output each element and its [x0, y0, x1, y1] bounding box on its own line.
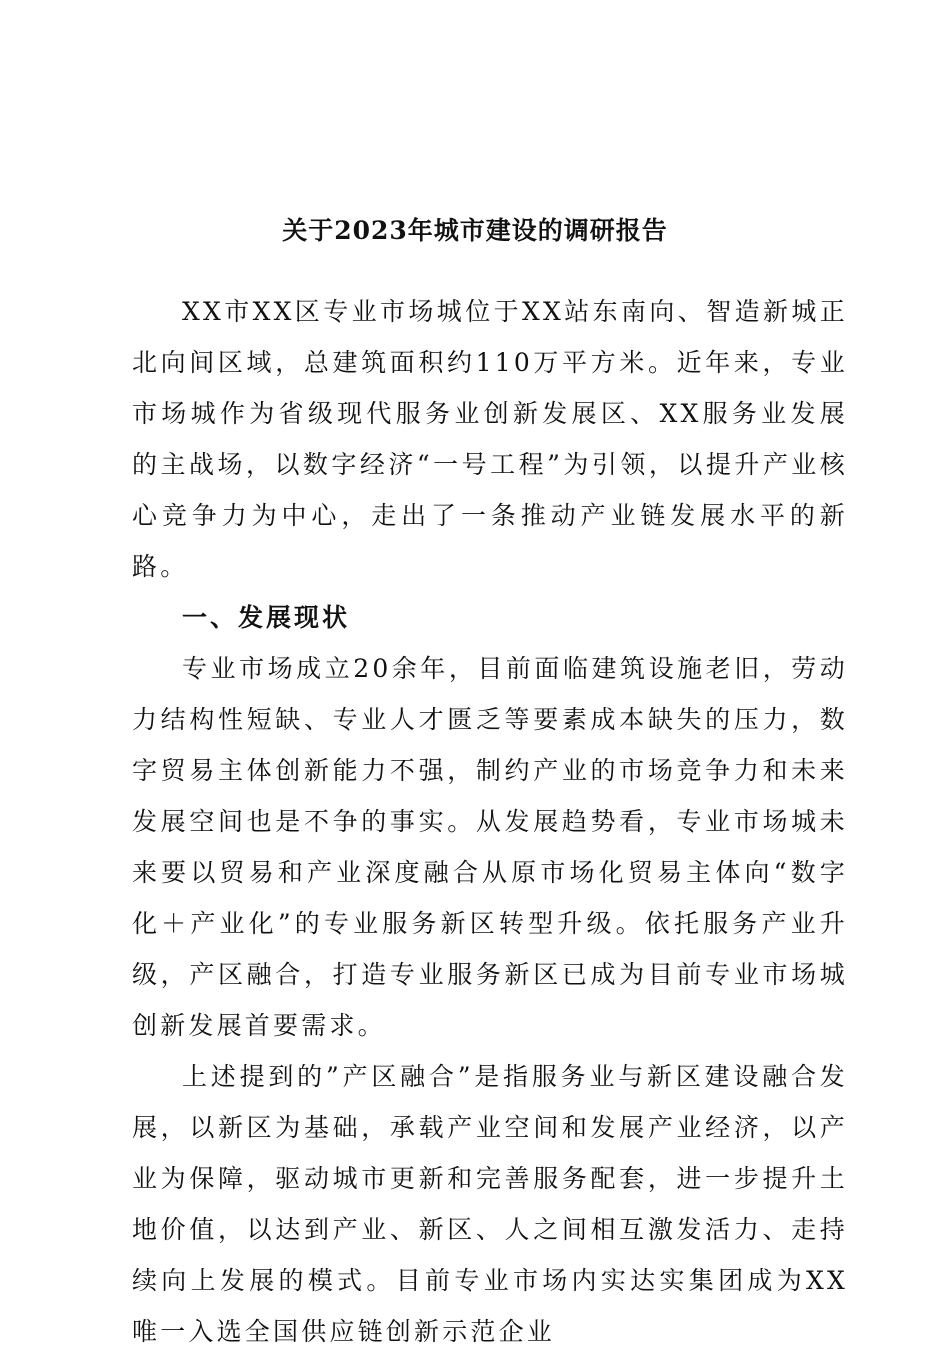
- section-paragraph-1: 专业市场成立20余年，目前面临建筑设施老旧，劳动力结构性短缺、专业人才匮乏等要素成本缺失的压力，数字贸易主体创新能力不强，制约产业的市场竞争力和未来发展空间也是不争的事实。从发展趋势看，专业市场城未来要以贸易和产业深度融合从原市场化贸易主体向“数字化＋产业化”的专业服务新区转型升级。依托服务产业升级，产区融合，打造专业服务新区已成为目前专业市场城创新发展首要需求。: [132, 654, 848, 1040]
- intro-paragraph: XX市XX区专业市场城位于XX站东南向、智造新城正北向间区域，总建筑面积约110万平方米。近年来，专业市场城作为省级现代服务业创新发展区、XX服务业发展的主战场，以数字经济“一号工程”为引领，以提升产业核心竞争力为中心，走出了一条推动产业链发展水平的新路。: [132, 297, 848, 581]
- section-heading: 一、发展现状: [182, 603, 351, 632]
- document-title: 关于2023年城市建设的调研报告: [282, 216, 668, 245]
- document-body: [132, 286, 848, 1357]
- section-paragraph-2: 上述提到的”产区融合”是指服务业与新区建设融合发展，以新区为基础，承载产业空间和发展产业经济，以产业为保障，驱动城市更新和完善服务配套，进一步提升土地价值，以达到产业、新区、人之间相互激发活力、走持续向上发展的模式。目前专业市场内实达实集团成为XX唯一入选全国供应链创新示范企业: [132, 1062, 848, 1346]
